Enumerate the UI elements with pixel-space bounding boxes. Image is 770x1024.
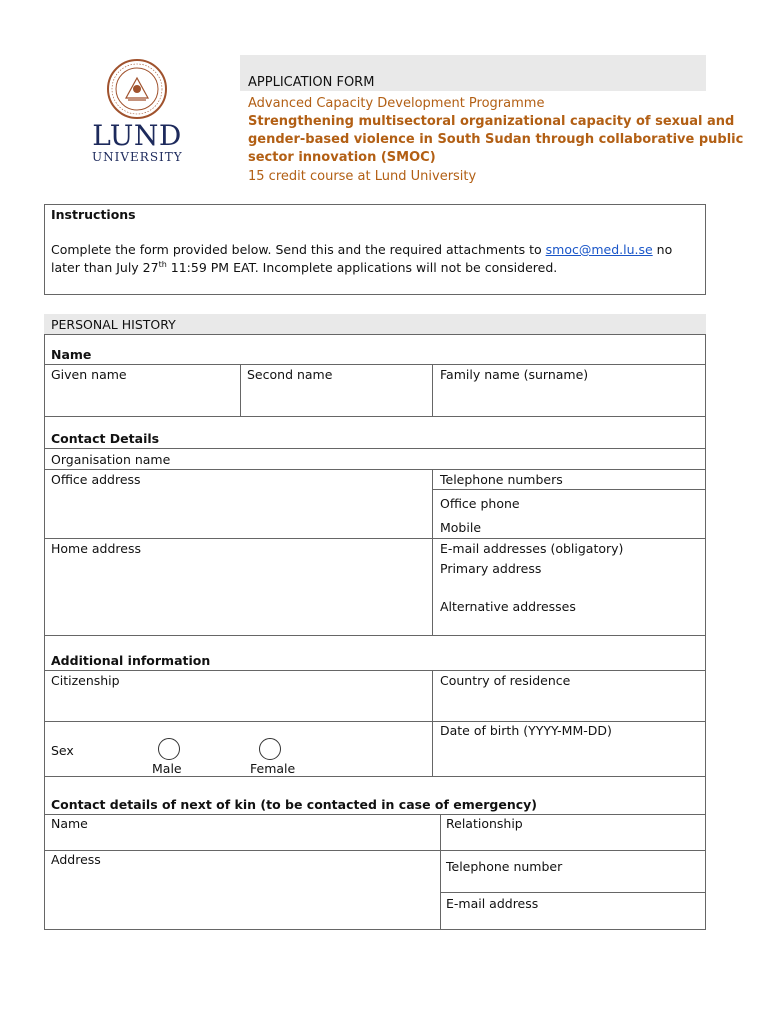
form-title: APPLICATION FORM xyxy=(248,75,375,90)
kin-relationship-field[interactable]: Relationship xyxy=(446,816,523,831)
kin-email-field[interactable]: E-mail address xyxy=(446,896,539,911)
email-addresses-label: E-mail addresses (obligatory) xyxy=(440,541,624,556)
alternative-email-field[interactable]: Alternative addresses xyxy=(440,599,576,614)
deadline-text-end: 11:59 PM EAT. Incomplete applications will not be considered. xyxy=(166,260,558,276)
office-address-field[interactable]: Office address xyxy=(51,472,141,487)
instructions-line-2 xyxy=(51,260,557,275)
citizenship-field[interactable]: Citizenship xyxy=(51,673,120,688)
kin-address-field[interactable]: Address xyxy=(51,852,101,867)
additional-info-heading: Additional information xyxy=(51,653,211,668)
course-title-line-1: Strengthening multisectoral organizational capacity of sexual and xyxy=(248,114,735,129)
personal-history-title: PERSONAL HISTORY xyxy=(51,317,176,332)
organisation-name-field[interactable]: Organisation name xyxy=(51,452,171,467)
course-title-line-3: sector innovation (SMOC) xyxy=(248,150,436,165)
female-radio[interactable] xyxy=(259,738,281,760)
date-of-birth-field[interactable]: Date of birth (YYYY-MM-DD) xyxy=(440,723,612,738)
email-link[interactable]: smoc@med.lu.se xyxy=(545,242,653,257)
telephone-numbers-label: Telephone numbers xyxy=(440,472,563,487)
male-label: Male xyxy=(152,761,182,776)
male-radio[interactable] xyxy=(158,738,180,760)
country-of-residence-field[interactable]: Country of residence xyxy=(440,673,571,688)
instructions-line-1 xyxy=(51,242,672,257)
instructions-text: Complete the form provided below. Send this and the required attachments to xyxy=(51,242,546,257)
sex-label: Sex xyxy=(51,743,74,758)
programme-name: Advanced Capacity Development Programme xyxy=(248,96,545,111)
kin-telephone-field[interactable]: Telephone number xyxy=(446,859,563,874)
contact-details-heading: Contact Details xyxy=(51,431,160,446)
course-title-line-2: gender-based violence in South Sudan through collaborative public xyxy=(248,132,744,147)
office-phone-field[interactable]: Office phone xyxy=(440,496,520,511)
course-credits: 15 credit course at Lund University xyxy=(248,169,477,184)
home-address-field[interactable]: Home address xyxy=(51,541,141,556)
deadline-ordinal: th xyxy=(158,260,167,269)
family-name-field[interactable]: Family name (surname) xyxy=(440,367,589,382)
lund-university-logo xyxy=(92,58,182,164)
instructions-text-end: no xyxy=(652,242,673,257)
kin-name-field[interactable]: Name xyxy=(51,816,88,831)
logo-wordmark: LUND xyxy=(92,119,182,152)
next-of-kin-heading: Contact details of next of kin (to be contacted in case of emergency) xyxy=(51,797,538,812)
female-label: Female xyxy=(250,761,296,776)
instructions-heading: Instructions xyxy=(51,207,136,222)
deadline-text: later than July 27 xyxy=(51,260,159,276)
primary-email-field[interactable]: Primary address xyxy=(440,561,542,576)
second-name-field[interactable]: Second name xyxy=(247,367,333,382)
personal-history-form xyxy=(44,334,706,930)
mobile-field[interactable]: Mobile xyxy=(440,520,482,535)
given-name-field[interactable]: Given name xyxy=(51,367,127,382)
logo-subtitle: UNIVERSITY xyxy=(92,150,183,164)
name-heading: Name xyxy=(51,347,92,362)
university-seal-icon xyxy=(106,58,168,120)
